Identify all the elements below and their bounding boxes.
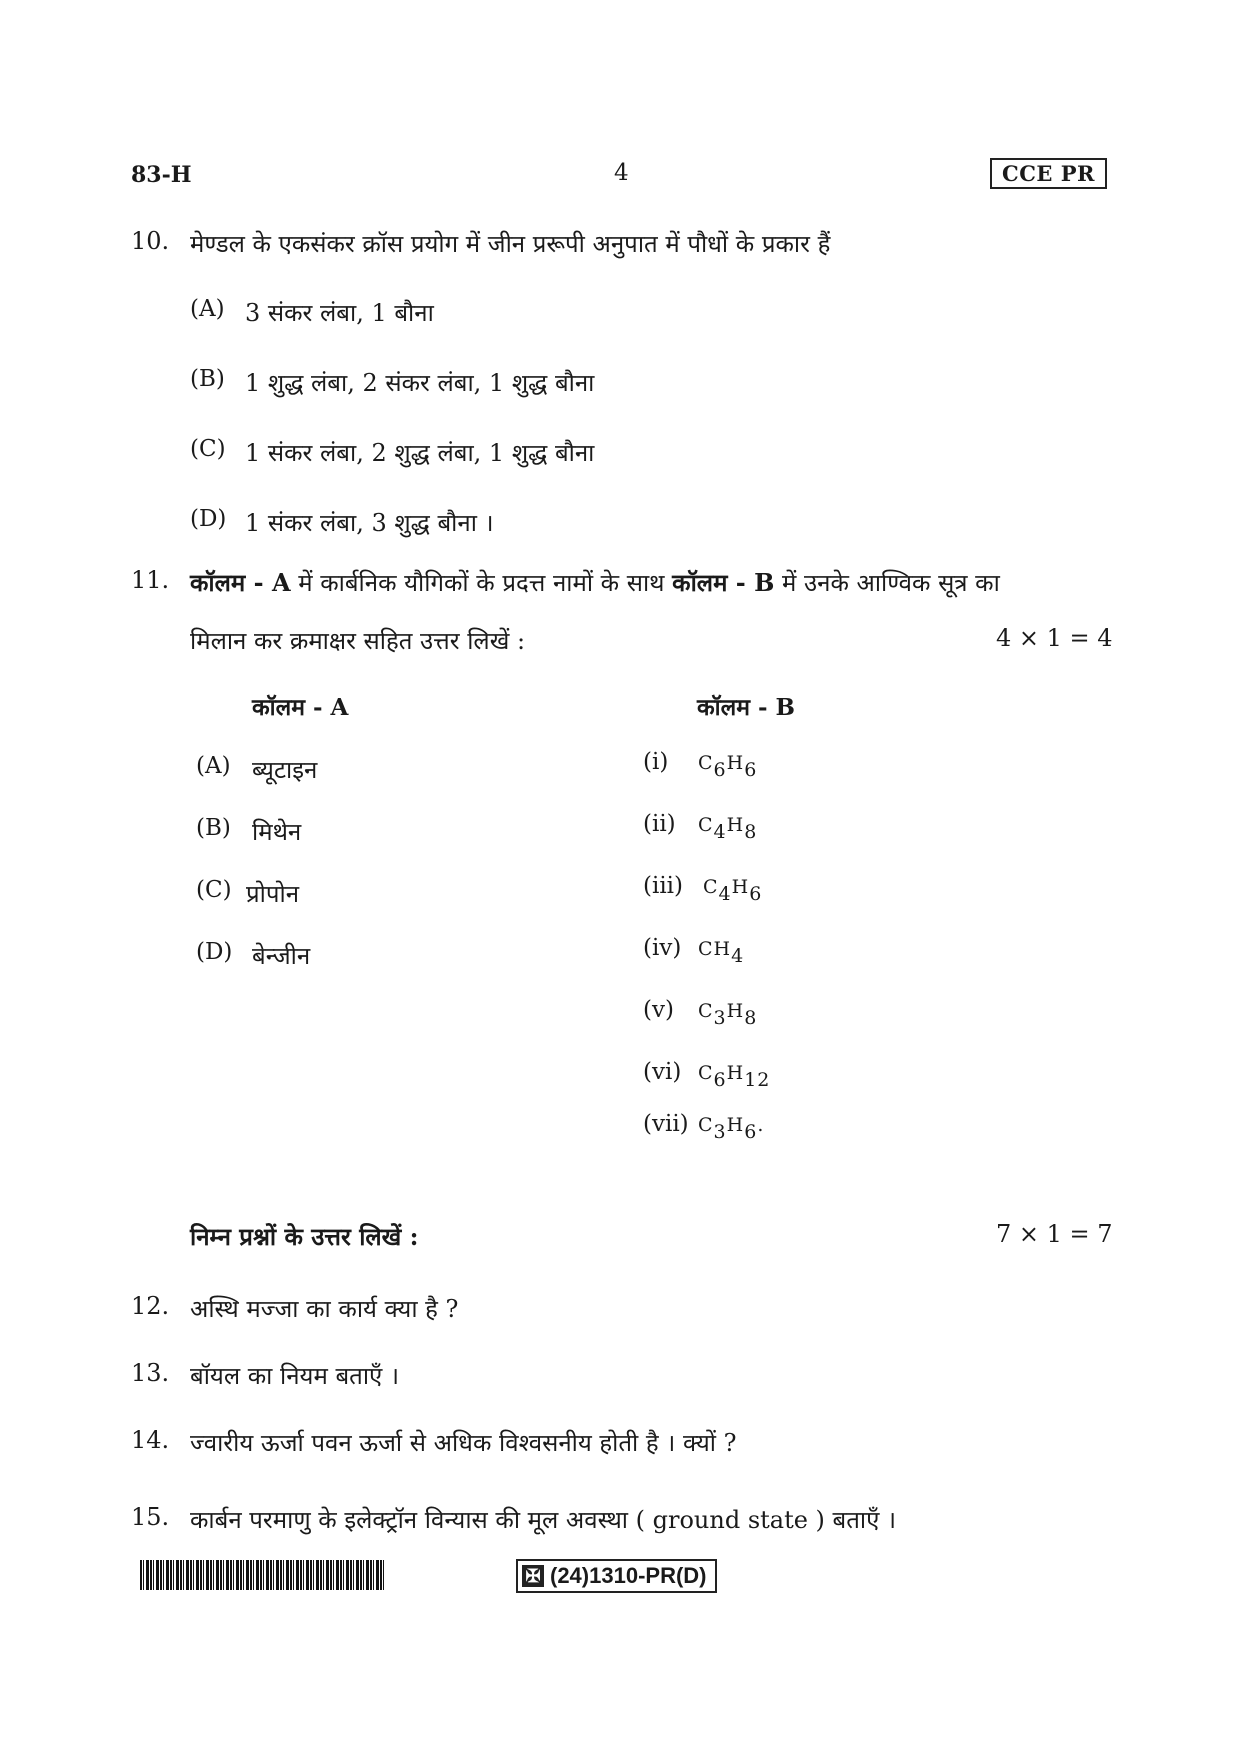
question-text	[190, 566, 1000, 599]
question-number: 10.	[131, 227, 170, 255]
paper-code-text: (24)1310-PR(D)	[550, 1563, 707, 1588]
column-a-word: कॉलम - A	[190, 568, 291, 597]
column-a-item: ब्यूटाइन	[252, 756, 318, 784]
column-b-heading: कॉलम - B	[697, 694, 795, 721]
column-a-item: प्रोपोन	[246, 880, 300, 908]
question-text-part: में कार्बनिक यौगिकों के प्रदत्त नामों के साथ	[290, 569, 673, 597]
column-a-heading: कॉलम - A	[252, 694, 349, 721]
option-label: (B)	[190, 366, 225, 392]
question-text: कार्बन परमाणु के इलेक्ट्रॉन विन्यास की मूल अवस्था ( ground state ) बताएँ ।	[190, 1506, 897, 1534]
column-b-label: (v)	[643, 997, 674, 1023]
formula: $C_3H_8$	[698, 1000, 758, 1029]
option-label: (A)	[190, 296, 225, 322]
page-number: 4	[614, 160, 629, 186]
question-text: बॉयल का नियम बताएँ ।	[190, 1362, 400, 1390]
column-a-label: (D)	[196, 939, 233, 965]
series-box: CCE PR	[990, 158, 1107, 189]
formula: $C_4H_6$	[703, 876, 763, 905]
column-a-item: मिथेन	[252, 818, 302, 846]
section-heading: निम्न प्रश्नों के उत्तर लिखें :	[190, 1222, 419, 1251]
question-text: मेण्डल के एकसंकर क्रॉस प्रयोग में जीन प्ररूपी अनुपात में पौधों के प्रकार हैं	[190, 230, 831, 258]
question-number: 14.	[131, 1426, 170, 1454]
paper-code-box	[516, 1559, 717, 1593]
section-marks: 7 × 1 = 7	[996, 1220, 1113, 1248]
formula: $C_3H_6$.	[698, 1114, 765, 1143]
column-b-label: (i)	[643, 749, 669, 775]
question-text: ज्वारीय ऊर्जा पवन ऊर्जा से अधिक विश्वसनीय होती है । क्यों ?	[190, 1429, 737, 1457]
formula: $CH_4$	[698, 938, 745, 967]
barcode	[140, 1560, 385, 1590]
formula: $C_6H_{12}$	[698, 1062, 771, 1091]
question-number: 15.	[131, 1503, 170, 1531]
formula: $C_6H_6$	[698, 752, 758, 781]
column-b-label: (iv)	[643, 935, 682, 961]
column-b-word: कॉलम - B	[672, 568, 775, 597]
option-label: (C)	[190, 436, 226, 462]
paper-code: 83-H	[131, 162, 192, 188]
question-number: 13.	[131, 1359, 170, 1387]
board-logo-icon: ✠	[522, 1565, 544, 1587]
option-text: 1 संकर लंबा, 2 शुद्ध लंबा, 1 शुद्ध बौना	[245, 439, 595, 467]
column-b-label: (ii)	[643, 811, 676, 837]
question-text-part: में उनके आण्विक सूत्र का	[774, 569, 1000, 597]
column-a-label: (C)	[196, 877, 232, 903]
marks: 4 × 1 = 4	[996, 624, 1113, 652]
column-b-label: (vi)	[643, 1059, 682, 1085]
option-text: 1 संकर लंबा, 3 शुद्ध बौना ।	[245, 509, 494, 537]
question-text: अस्थि मज्जा का कार्य क्या है ?	[190, 1295, 459, 1323]
option-label: (D)	[190, 506, 227, 532]
option-text: 3 संकर लंबा, 1 बौना	[245, 299, 434, 327]
question-number: 12.	[131, 1292, 170, 1320]
option-text: 1 शुद्ध लंबा, 2 संकर लंबा, 1 शुद्ध बौना	[245, 369, 595, 397]
formula: $C_4H_8$	[698, 814, 758, 843]
column-a-item: बेन्जीन	[252, 942, 311, 970]
question-text-line2: मिलान कर क्रमाक्षर सहित उत्तर लिखें :	[190, 627, 526, 655]
column-b-label: (iii)	[643, 873, 684, 899]
column-a-label: (A)	[196, 753, 231, 779]
question-number: 11.	[131, 566, 170, 594]
column-b-label: (vii)	[643, 1111, 689, 1137]
column-a-label: (B)	[196, 815, 231, 841]
